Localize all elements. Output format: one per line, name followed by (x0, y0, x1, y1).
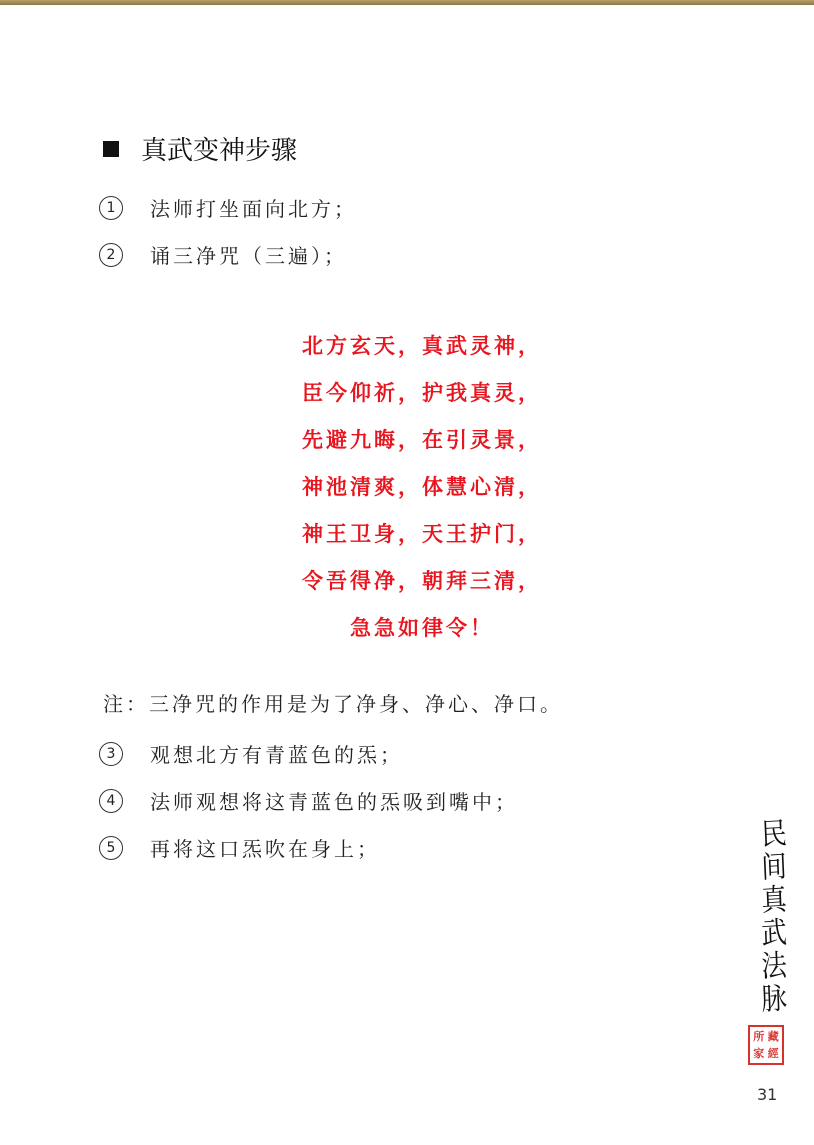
circled-number-5: 5 (99, 836, 123, 860)
mantra-line: 神王卫身，天王护门， (302, 521, 542, 546)
seal-char: 家 (753, 1046, 765, 1060)
red-seal-stamp (748, 1025, 784, 1065)
section-title: 真武变神步骤 (141, 136, 298, 166)
step-text: 法师观想将这青蓝色的炁吸到嘴中； (150, 790, 518, 814)
calligraphy-char: 真 (760, 882, 788, 919)
step-item (97, 240, 347, 269)
calligraphy-char: 脉 (760, 981, 788, 1018)
page-number: 31 (757, 1085, 778, 1104)
mantra-line: 神池清爽，体慧心清， (302, 474, 542, 499)
section-heading (103, 130, 297, 167)
seal-char: 經 (767, 1046, 779, 1060)
calligraphy-char: 法 (760, 948, 788, 985)
step-item (97, 833, 380, 862)
circled-number-2: 2 (99, 243, 123, 267)
step-text: 观想北方有青蓝色的炁； (150, 743, 403, 767)
step-item (97, 786, 518, 815)
mantra-line: 北方玄天，真武灵神， (302, 333, 542, 358)
square-bullet-icon (103, 141, 119, 157)
mantra-line: 臣今仰祈，护我真灵， (302, 380, 542, 405)
note-text: 注：三净咒的作用是为了净身、净心、净口。 (103, 692, 563, 716)
circled-number-4: 4 (99, 789, 123, 813)
mantra-line: 急急如律令！ (350, 615, 494, 640)
mantra-block (0, 326, 814, 655)
step-text: 再将这口炁吹在身上； (150, 837, 380, 861)
calligraphy-column (752, 818, 796, 1016)
step-item (97, 193, 357, 222)
circled-number-1: 1 (99, 196, 123, 220)
step-text: 诵三净咒（三遍）； (150, 244, 347, 268)
seal-char: 藏 (767, 1030, 779, 1044)
mantra-line: 令吾得净，朝拜三清， (302, 568, 542, 593)
circled-number-3: 3 (99, 742, 123, 766)
step-item (97, 739, 403, 768)
calligraphy-char: 民 (760, 816, 788, 853)
mantra-line: 先避九晦，在引灵景， (302, 427, 542, 452)
top-border (0, 0, 814, 5)
calligraphy-char: 武 (760, 915, 788, 952)
step-text: 法师打坐面向北方； (150, 197, 357, 221)
calligraphy-char: 间 (760, 849, 788, 886)
seal-char: 所 (753, 1030, 765, 1044)
